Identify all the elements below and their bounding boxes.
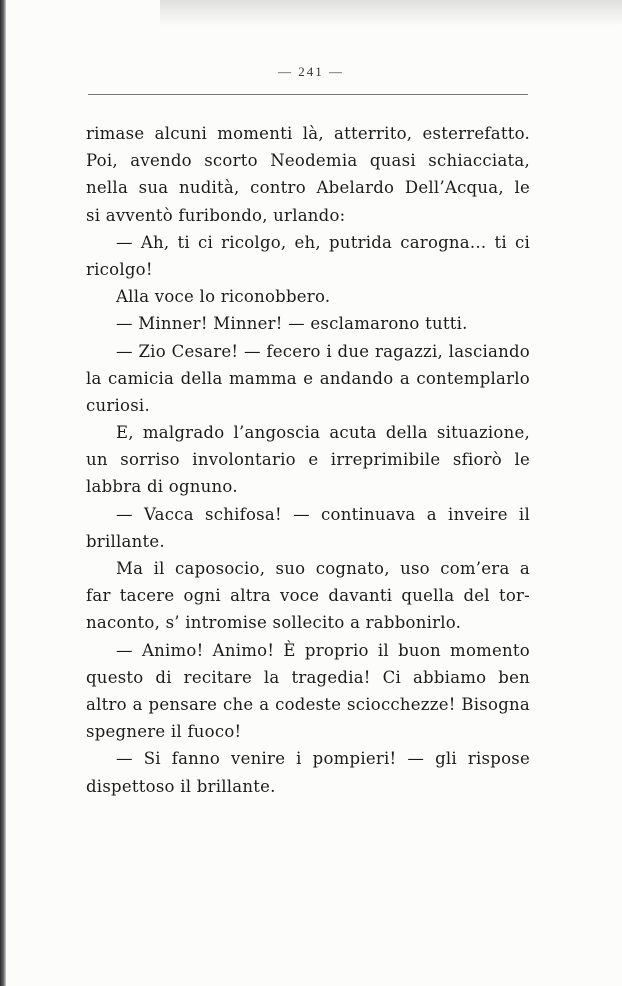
text-line: — Zio Cesare! — fecero i due ragazzi, lasciando — [116, 341, 530, 361]
text-line: E, malgrado l’angoscia acuta della situazione, — [116, 423, 530, 443]
text-line: brillante. — [86, 531, 165, 551]
text-line: — Si fanno venire i pompieri! — gli rispose — [116, 749, 530, 769]
text-line: Alla voce lo riconobbero. — [116, 287, 331, 307]
text-line: — Ah, ti ci ricolgo, eh, putrida carogna... ti ci — [116, 232, 530, 252]
page-binding-edge — [0, 0, 6, 986]
text-line: altro a pensare che a codeste sciocchezze! Bisogna — [86, 694, 530, 714]
text-line: un sorriso involontario e irreprimibile sfiorò le — [86, 450, 530, 470]
body-text — [86, 120, 530, 800]
text-line: questo di recitare la tragedia! Ci abbiamo ben — [86, 667, 530, 687]
text-line: si avventò furibondo, urlando: — [86, 205, 346, 225]
text-line: la camicia della mamma e andando a contemplarlo — [86, 368, 530, 388]
text-line: — Minner! Minner! — esclamarono tutti. — [116, 314, 468, 334]
text-line: curiosi. — [86, 395, 150, 415]
text-line: labbra di ognuno. — [86, 477, 238, 497]
text-line: spegnere il fuoco! — [86, 722, 242, 742]
text-line: dispettoso il brillante. — [86, 776, 276, 796]
text-line: far tacere ogni altra voce davanti quella del tor- — [86, 586, 530, 606]
page-top-shadow — [160, 0, 622, 26]
text-line: — Animo! Animo! È proprio il buon momento — [116, 640, 530, 660]
page-number: — 241 — — [278, 64, 344, 79]
text-line: Ma il caposocio, suo cognato, uso com’era a — [116, 559, 530, 578]
text-line: nella sua nudità, contro Abelardo Dell’Acqua, le — [86, 178, 530, 198]
header-rule — [88, 94, 528, 95]
text-line: rimase alcuni momenti là, atterrito, esterrefatto. — [86, 124, 530, 143]
text-line: ricolgo! — [86, 259, 153, 279]
text-line: — Vacca schifosa! — continuava a inveire il — [116, 504, 530, 524]
text-line: Poi, avendo scorto Neodemia quasi schiacciata, — [86, 151, 530, 171]
text-line: naconto, s’ intromise sollecito a rabbonirlo. — [86, 613, 462, 633]
